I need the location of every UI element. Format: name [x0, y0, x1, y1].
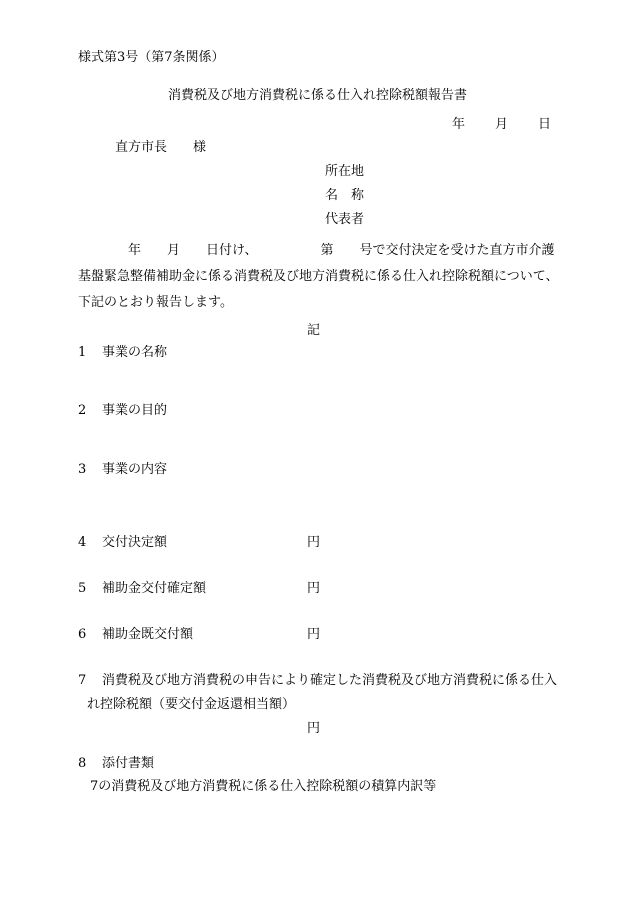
- body-line-2: 基盤緊急整備補助金に係る消費税及び地方消費税に係る仕入れ控除税額について、: [78, 269, 559, 284]
- date-day: 日: [538, 117, 552, 132]
- item-1-label: 事業の名称: [102, 345, 168, 360]
- report-body: [78, 238, 558, 316]
- addressee-name: 直方市長: [115, 140, 168, 155]
- item-2: 2 事業の目的: [78, 403, 168, 418]
- item-8-detail: 7の消費税及び地方消費税に係る仕入控除税額の積算内訳等: [90, 779, 437, 794]
- date-month: 月: [495, 117, 509, 132]
- item-7-line-2: れ控除税額（要交付金返還相当額）: [87, 697, 296, 712]
- item-5: 5 補助金交付確定額: [78, 581, 207, 596]
- item-6: 6 補助金既交付額: [78, 627, 194, 642]
- item-7-line-1: 消費税及び地方消費税の申告により確定した消費税及び地方消費税に係る仕入: [102, 673, 558, 688]
- body-line-3: 下記のとおり報告します。: [78, 295, 233, 310]
- addressee-honorific: 様: [193, 140, 207, 155]
- date-line: [452, 117, 551, 133]
- item-2-label: 事業の目的: [102, 403, 168, 418]
- item-6-unit: 円: [307, 627, 321, 642]
- item-4-unit: 円: [307, 535, 321, 550]
- item-3-label: 事業の内容: [102, 462, 168, 477]
- item-3: 3 事業の内容: [78, 462, 168, 477]
- item-8: 8 添付書類: [78, 756, 155, 771]
- item-8-label: 添付書類: [102, 756, 155, 771]
- applicant-address-label: 所在地: [325, 164, 365, 179]
- item-7-unit: 円: [307, 721, 321, 736]
- date-year: 年: [452, 117, 466, 132]
- addressee: [115, 140, 206, 156]
- item-5-unit: 円: [307, 581, 321, 596]
- body-line-1: 年 月 日付け、 第 号で交付決定を受けた直方市介護: [128, 243, 555, 258]
- item-5-label: 補助金交付確定額: [102, 581, 207, 596]
- form-number: 様式第3号（第7条関係）: [78, 50, 225, 65]
- item-4: 4 交付決定額: [78, 535, 168, 550]
- item-4-label: 交付決定額: [102, 535, 168, 550]
- item-1: 1 事業の名称: [78, 345, 168, 360]
- applicant-representative-label: 代表者: [325, 212, 365, 227]
- item-6-label: 補助金既交付額: [102, 627, 194, 642]
- document-title: 消費税及び地方消費税に係る仕入れ控除税額報告書: [168, 88, 468, 103]
- applicant-name-label: 名 称: [325, 188, 365, 203]
- item-7: 7 消費税及び地方消費税の申告により確定した消費税及び地方消費税に係る仕入: [78, 673, 558, 688]
- ki-heading: 記: [307, 323, 321, 338]
